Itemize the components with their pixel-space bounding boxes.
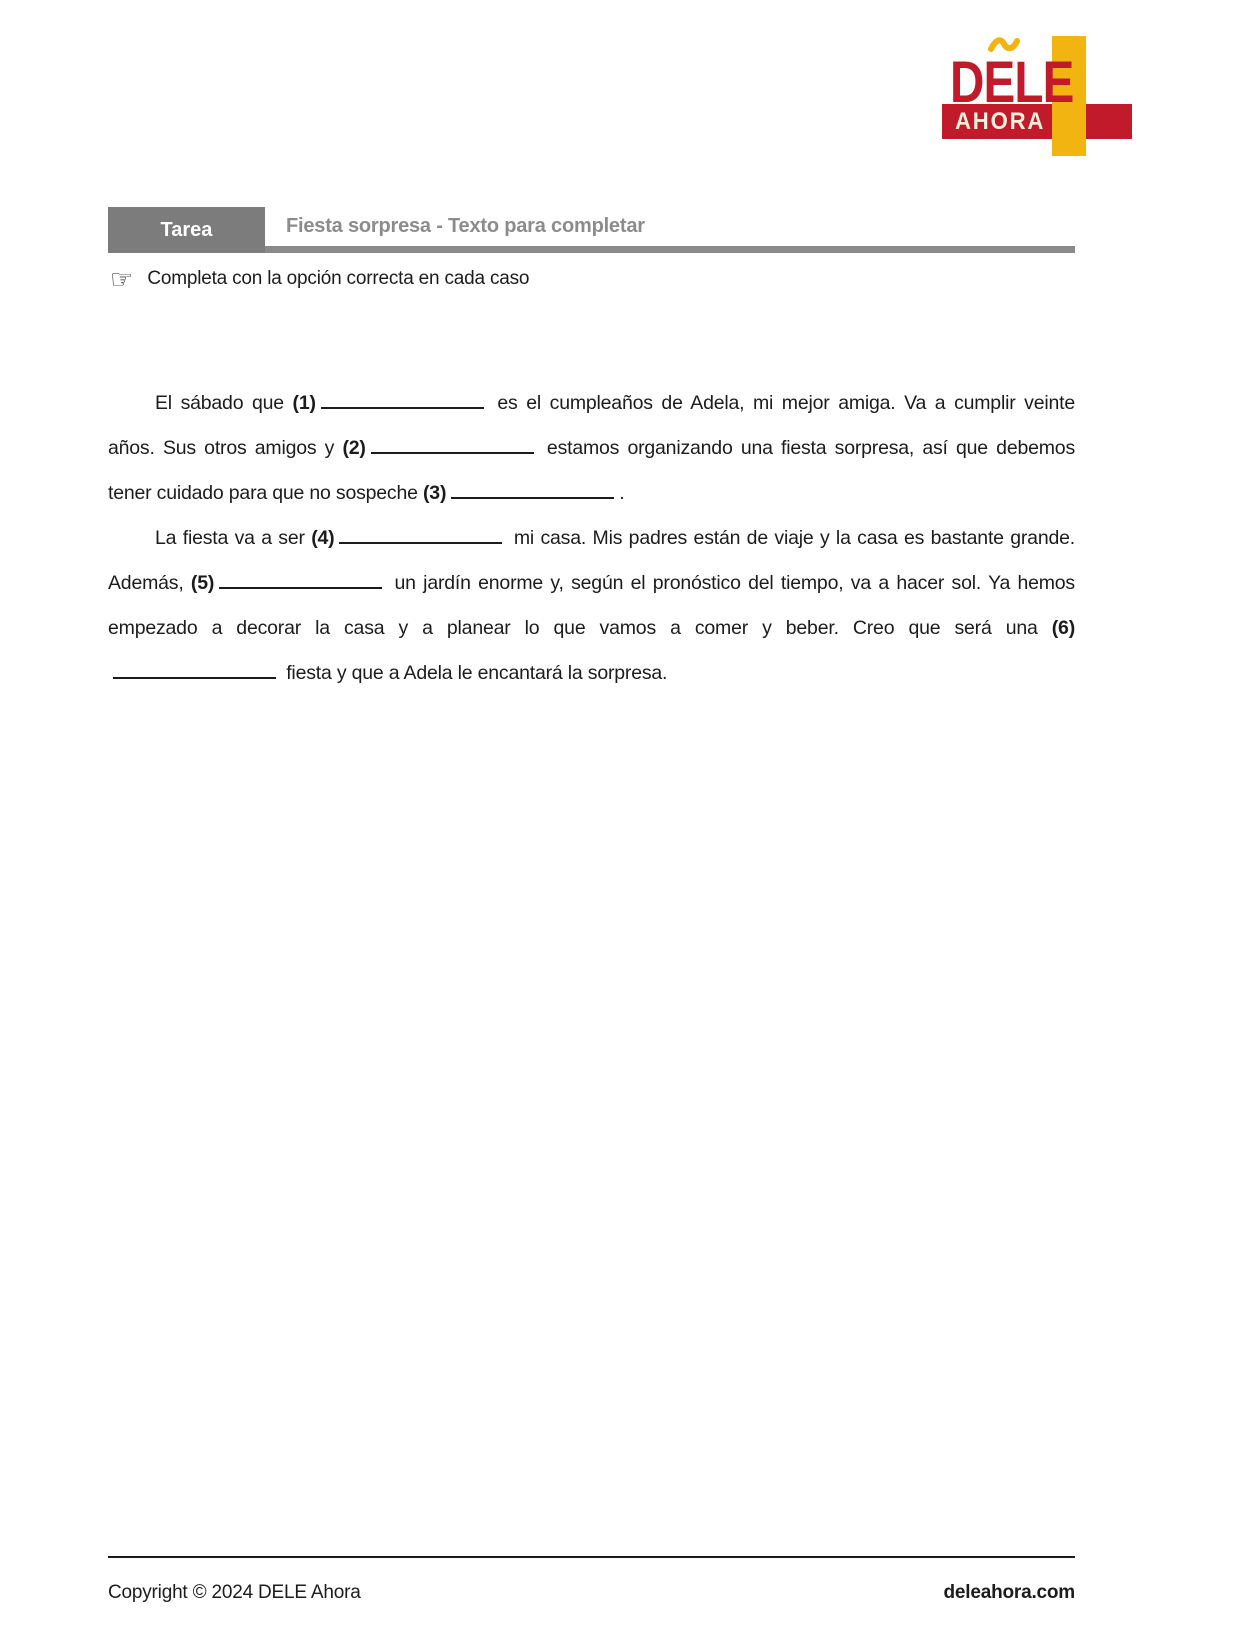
answer-blank[interactable] (339, 530, 502, 544)
dele-ahora-logo (942, 36, 1137, 158)
answer-blank[interactable] (113, 665, 276, 679)
exercise-text-segment: fiesta y que a Adela le encantará la sorpresa. (281, 662, 668, 684)
website-text: deleahora.com (943, 1582, 1075, 1603)
exercise-text-segment: un jardín enorme y, según el pronóstico del tiempo, va a hacer sol. Ya hemos empezado a decorar la casa y a planear lo que vamos a comer y beber. Creo que será una (108, 572, 1075, 639)
exercise-text-segment: La fiesta va a ser (155, 527, 312, 549)
copyright-text: Copyright © 2024 DELE Ahora (108, 1582, 361, 1603)
logo-wordmark: DELE (950, 50, 1074, 115)
question-number: (4) (311, 527, 335, 549)
task-tab-label: Tarea (160, 218, 213, 241)
question-number: (6) (1051, 617, 1075, 639)
exercise-text-segment: El sábado que (155, 392, 293, 414)
answer-blank[interactable] (371, 440, 534, 454)
exercise-paragraph (108, 381, 1075, 516)
task-header (108, 207, 1075, 253)
question-number: (3) (423, 482, 447, 504)
answer-blank[interactable] (451, 485, 614, 499)
exercise-text-segment: mi casa. Mis padres están de viaje y la casa es bastante grande. Además, (108, 527, 1075, 594)
pointing-hand-icon: ☞ (110, 264, 134, 294)
answer-blank[interactable] (321, 395, 484, 409)
question-number: (5) (190, 572, 215, 594)
exercise-paragraph (108, 516, 1075, 696)
instruction-text: Completa con la opción correcta en cada caso (147, 268, 530, 289)
exercise-text (108, 381, 1075, 696)
exercise-text-segment: estamos organizando una fiesta sorpresa, así que debemos tener cuidado para que no sospeche (108, 437, 1075, 504)
tilde-icon (988, 36, 1020, 59)
question-number: (1) (292, 392, 316, 414)
logo-subtitle: AHORA (955, 108, 1046, 135)
exercise-text-segment: . (619, 482, 625, 504)
instruction-row (110, 266, 1077, 292)
question-number: (2) (342, 437, 366, 459)
task-tab (108, 207, 265, 253)
task-title: Fiesta sorpresa - Texto para completar (286, 215, 645, 237)
answer-blank[interactable] (219, 575, 382, 589)
exercise-text-segment: es el cumpleaños de Adela, mi mejor amiga. Va a cumplir veinte años. Sus otros amigos y (108, 392, 1075, 459)
page-footer (108, 1556, 1075, 1604)
